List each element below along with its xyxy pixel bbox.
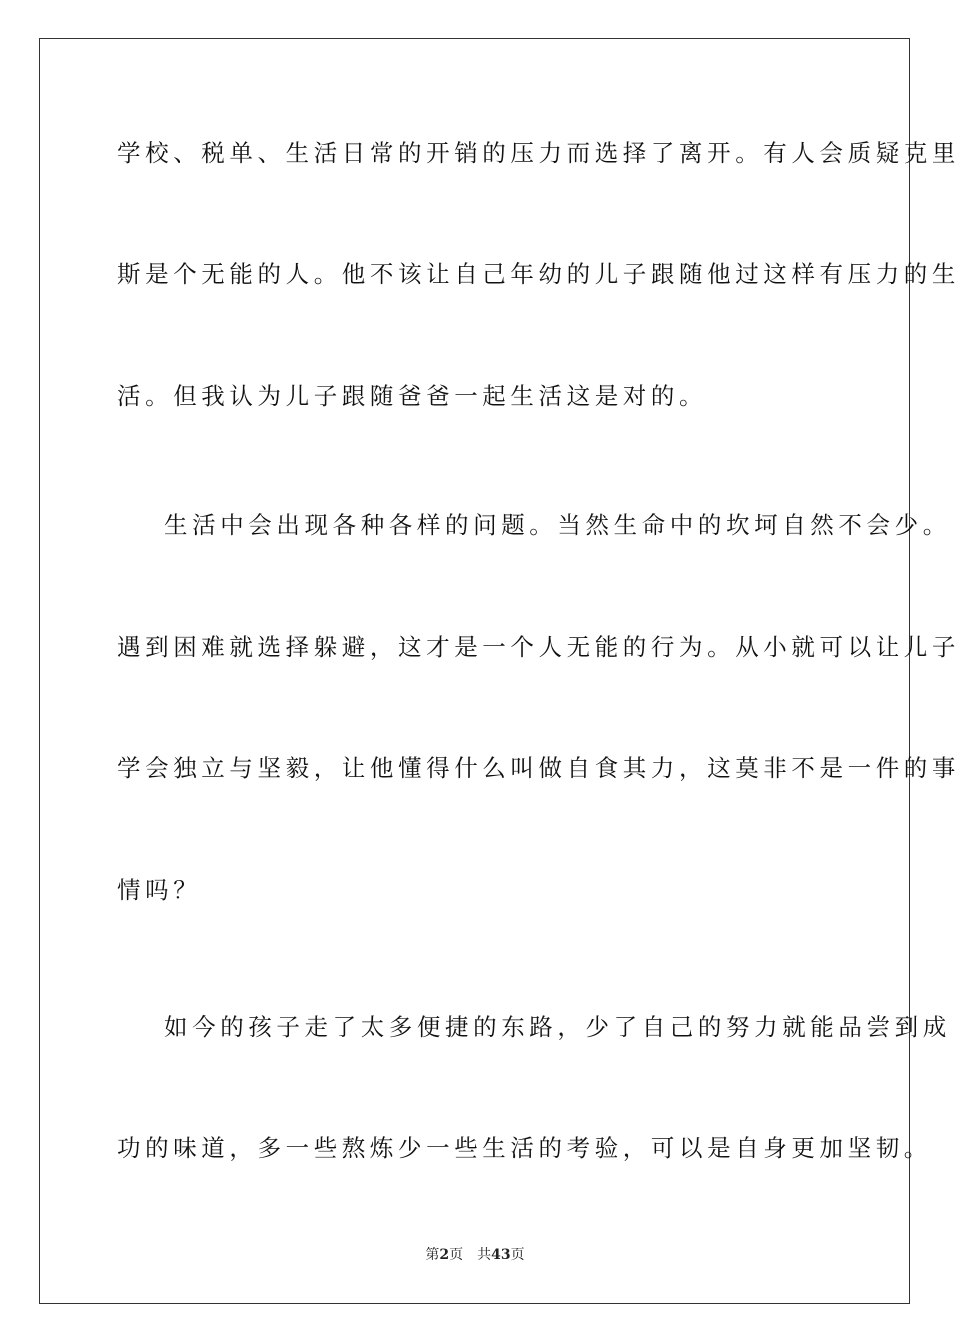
paragraph-line-2: 斯是个无能的人。他不该让自己年幼的儿子跟随他过这样有压力的生	[117, 260, 960, 288]
paragraph-line-4: 生活中会出现各种各样的问题。当然生命中的坎坷自然不会少。	[164, 511, 951, 539]
paragraph-line-5: 遇到困难就选择躲避，这才是一个人无能的行为。从小就可以让儿子	[117, 633, 960, 661]
paragraph-line-8: 如今的孩子走了太多便捷的东路，少了自己的努力就能品尝到成	[164, 1013, 951, 1041]
page-number: 2	[439, 1247, 450, 1263]
paragraph-line-9: 功的味道，多一些熬炼少一些生活的考验，可以是自身更加坚韧。	[117, 1134, 932, 1162]
paragraph-line-6: 学会独立与坚毅，让他懂得什么叫做自食其力，这莫非不是一件的事	[117, 754, 960, 782]
page-footer	[0, 1245, 950, 1265]
page-prefix: 第	[425, 1247, 440, 1263]
paragraph-line-3: 活。但我认为儿子跟随爸爸一起生活这是对的。	[117, 382, 708, 410]
paragraph-line-7: 情吗？	[117, 876, 202, 904]
total-pages: 43	[491, 1247, 511, 1263]
total-prefix: 共	[477, 1247, 492, 1263]
page-frame	[39, 38, 960, 1304]
page-suffix: 页	[449, 1247, 464, 1263]
paragraph-line-1: 学校、税单、生活日常的开销的压力而选择了离开。有人会质疑克里	[117, 139, 960, 167]
total-suffix: 页	[510, 1247, 525, 1263]
